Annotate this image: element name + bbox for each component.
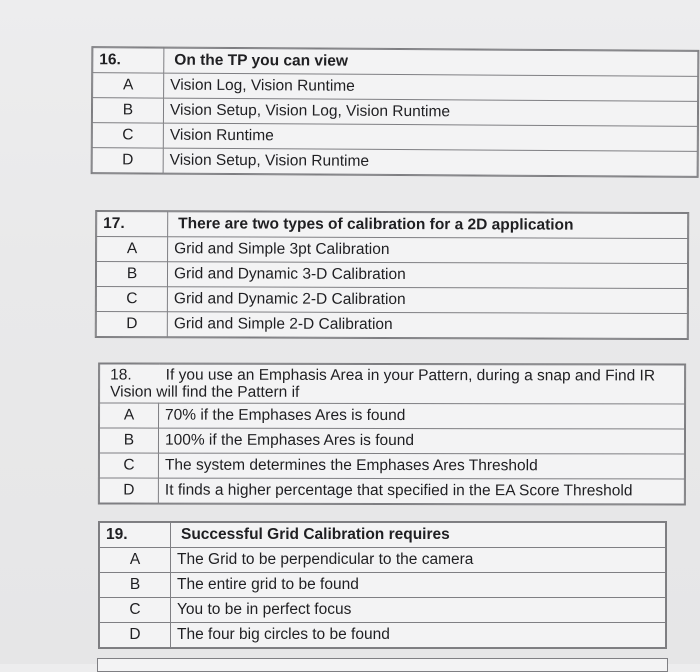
option-letter: C [100,598,171,623]
question-prompt: If you use an Emphasis Area in your Pattern, during a snap and Find IR Vision will find the Pattern if [110,366,656,401]
option-letter: A [93,73,164,98]
question-16-table [92,47,699,177]
option-letter: B [92,98,163,123]
next-question-table-edge [97,658,668,672]
option-text: 70% if the Emphases Ares is found [159,403,685,429]
question-header-row [100,364,685,404]
option-text: Vision Setup, Vision Runtime [163,148,697,176]
question-prompt: On the TP you can view [164,48,698,76]
question-prompt: Successful Grid Calibration requires [171,523,666,548]
option-row [92,123,697,152]
option-text: Vision Log, Vision Runtime [164,73,698,101]
question-number: 19. [100,523,171,548]
option-row [92,98,697,127]
option-text: Vision Setup, Vision Log, Vision Runtime [163,98,697,126]
option-row [99,478,684,504]
option-letter: A [97,236,168,261]
option-row [96,311,687,338]
option-text: It finds a higher percentage that specified in the EA Score Threshold [158,478,684,504]
option-letter: A [100,403,159,428]
option-text: Grid and Dynamic 2-D Calibration [167,287,687,314]
question-number: 17. [97,211,168,236]
option-letter: D [99,478,158,503]
option-row [100,403,685,429]
option-letter: C [96,286,167,311]
question-19-table [99,522,666,648]
option-text: 100% if the Emphases Ares is found [158,428,684,454]
option-letter: D [100,623,171,648]
option-row [99,453,684,479]
option-text: Grid and Dynamic 3-D Calibration [167,262,687,289]
option-text: Vision Runtime [163,123,697,151]
question-17-table [96,211,688,339]
option-letter: D [96,311,167,336]
option-letter: C [99,453,158,478]
option-letter: B [96,261,167,286]
option-row [93,73,698,102]
option-letter: B [99,428,158,453]
question-number: 16. [93,48,164,73]
option-row [92,148,697,177]
option-text: The Grid to be perpendicular to the camera [171,548,666,573]
option-text: You to be in perfect focus [171,598,666,623]
option-row [99,428,684,454]
question-number: 18. [110,366,132,384]
option-row [100,573,666,598]
option-row [100,548,666,573]
option-row [97,236,688,263]
question-header-row [97,211,688,238]
option-letter: A [100,548,171,573]
question-header-merged [100,364,685,404]
option-text: Grid and Simple 2-D Calibration [167,312,687,339]
option-row [100,598,666,623]
option-letter: B [100,573,171,598]
question-header-row [100,523,666,548]
option-text: The entire grid to be found [171,573,666,598]
option-letter: C [92,123,163,148]
option-row [96,261,687,288]
option-text: Grid and Simple 3pt Calibration [168,237,688,264]
option-text: The four big circles to be found [171,623,666,648]
option-row [96,286,687,313]
question-18-table [99,363,685,504]
option-letter: D [92,148,163,173]
option-text: The system determines the Emphases Ares Threshold [158,453,684,479]
question-prompt: There are two types of calibration for a 2D application [168,212,688,239]
question-header-row [93,48,698,77]
option-row [100,623,666,648]
